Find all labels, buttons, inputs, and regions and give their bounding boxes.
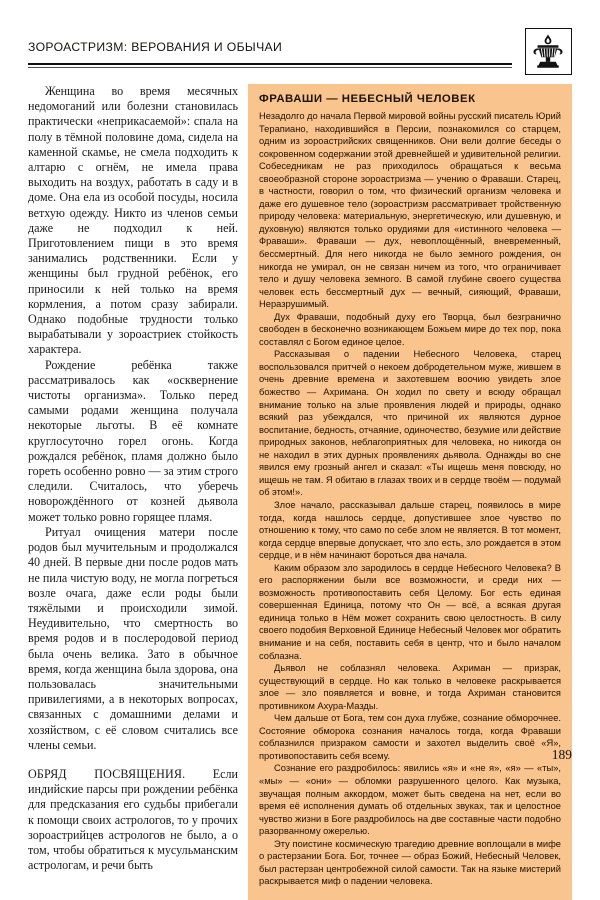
sidebar-paragraph: Дух Фраваши, подобный духу его Творца, был безгранично свободен в бесконечно возникающем Божьем мире до тех пор, пока составлял с Богом единое целое. (259, 311, 561, 349)
sidebar-paragraph: Рассказывая о падении Небесного Человека, старец воспользовался притчей о некоем добродетельном муже, жившем в очень древние времена и захотевшем воочию увидеть злое божество — Ахримана. Он ходил по свету и всюду обращал внимание только на злые проявления людей и природы, однако всякий раз убеждался, что причиной их являются дурное воспитание, бедность, отчаяние, одиночество, безумие или действие природных законов, неблагоприятных для человека, но никогда он не находил в этих дурных проявлениях дьявола. Однажды во сне явился ему грозный ангел и сказал: «Ты ищешь меня повсюду, но ищешь не там. Я обитаю в глазах твоих и в сердце твоём — подумай об этом!». (259, 348, 561, 499)
sidebar-paragraph: Незадолго до начала Первой мировой войны русский писатель Юрий Терапиано, находившийся в Персии, познакомился со старцем, одним из зороастрийских священников. Они вели долгие беседы о сокровенном содержании этой древнейшей и удивительной религии. Собеседникам не раз приходилось обращаться к весьма своеобразной стороне зороастризма — учению о Фраваши. Старец, в частности, говорил о том, что физический организм человека и даже его душевное тело (зороастризм рассматривает тройственную природу человека: материальную, энергетическую, или душевную, и духовную) являются только орудиями для «истинного человека — Фраваши». Фраваши — дух, невоплощённый, вневременный, бессмертный. Для него никогда не было земного рождения, он никогда не умирал, он не связан ничем из того, что ограничивает тело и душу человека земного. В самой глубине своего существа человек есть бессмертный дух — вечный, сияющий, Фраваши, Неразрушимый. (259, 110, 561, 311)
fire-altar-emblem-frame (525, 28, 572, 75)
rubric-body-text: Если индийские парсы при рождении ребёнка для предсказания его судьбы прибегали к помощи своих астрологов, то у прочих зороастрийцев астрологов не было, а о том, чтобы обратиться к мусульманским астрологам, и речи быть (28, 767, 238, 872)
paragraph: Ритуал очищения матери после родов был мучительным и продолжался 40 дней. В первые дни после родов мать не пила чистую воду, не могла погреться возле очага, даже если роды были тяжёлыми и происходили зимой. Неудивительно, что смертность во время родов и в послеродовой период была очень велика. Зато в обычное время, когда женщина была здорова, она пользовалась значительными привилегиями, а в некоторых вопросах, связанных с домашними делами и хозяйством, с её словом считались все члены семьи. (28, 525, 238, 753)
fire-altar-icon (526, 29, 570, 73)
sidebar-paragraph: Сознание его раздробилось: явились «я» и «не я», «я» — «ты», «мы» — «они» — обломки разрушенного целого. Как музыка, звучащая полным аккордом, может быть сведена на нет, если во время её исполнения думать об отдельных звуках, так и целостное чувство жизни в Боге раздробилось на две составные части подобно разорванному ожерелью. (259, 762, 561, 837)
main-text-column (28, 84, 238, 873)
sidebar-paragraph: Дьявол не соблазнял человека. Ахриман — призрак, существующий в сердце. Но как только в человеке раскрывается злое — зло появляется и вовне, и тогда Ахриман становится противником Ахура-Мазды. (259, 662, 561, 712)
page-body (0, 84, 600, 744)
page-header (28, 36, 572, 78)
sidebar-title: ФРАВАШИ — НЕБЕСНЫЙ ЧЕЛОВЕК (259, 93, 561, 105)
paragraph: Рождение ребёнка также рассматривалось как «осквернение чистоты организма». Только перед самыми родами женщина получала некоторые льготы. В её комнате круглосуточно горел огонь. Когда рождался ребёнок, пламя должно было гореть особенно ровно — за этим строго следили. Считалось, что уберечь новорождённого от козней дьявола может только ровно горящее пламя. (28, 358, 238, 525)
paragraph: Женщина во время месячных недомоганий или болезни становилась практически «неприкасаемой»: спала на полу в тёмной половине дома, сидела на каменной скамье, не смела подходить к алтарю с огнём, не имела права выходить на воздух, работать в саду и в доме. Она ела из особой посуды, носила ветхую одежду. Никто из членов семьи даже не подходил к ней. Приготовлением пищи в это время занимались родственники. Если у женщины был грудной ребёнок, его приносили к ней только на время кормления, а потом сразу забирали. Однако подобные трудности только вырабатывали у зороастриек стойкость характера. (28, 84, 238, 358)
sidebar-paragraph: Эту поистине космическую трагедию древние воплощали в мифе о растерзании Бога. Бог, точнее — образ Божий, Небесный Человек, был растерзан центробежной силой самости. Так на языке мистерий раскрывается миф о падении человека. (259, 838, 561, 888)
sidebar-paragraph: Каким образом зло зародилось в сердце Небесного Человека? В его распоряжении были все возможности, и среди них — возможность противопоставить себя Целому. Бог есть единая совершенная Единица, потому что Он — всё, а всякая другая единица только в Нём может сохранить свою целостность. В силу своего подобия Верховной Единице Небесный Человек мог обратить внимание и на себя, поставить себя в центр, что и было началом соблазна. (259, 562, 561, 662)
header-rule-thick (28, 63, 512, 65)
section-rubric: ОБРЯД ПОСВЯЩЕНИЯ. (28, 767, 185, 781)
page-title: ЗОРОАСТРИЗМ: ВЕРОВАНИЯ И ОБЫЧАИ (28, 40, 282, 54)
page-number: 189 (552, 747, 572, 763)
sidebar-box (248, 84, 572, 900)
sidebar-paragraph: Чем дальше от Бога, тем сон духа глубже, сознание обморочнее. Состояние обморока сознания началось тогда, когда Фраваши соблазнился призраком самости и захотел выделить своё «Я», противопоставить себя всему. (259, 712, 561, 762)
header-rule-thin (28, 67, 512, 68)
rubric-paragraph (28, 767, 238, 873)
sidebar-paragraph: Злое начало, рассказывал дальше старец, появилось в мире тогда, когда нашлось сердце, допустившее злое чувство по отношению к тому, что само по себе злом не является. В тот момент, когда сердце впервые допускает, что зло есть, зло рождается в этом сердце, и в нём начинают бороться два начала. (259, 499, 561, 562)
